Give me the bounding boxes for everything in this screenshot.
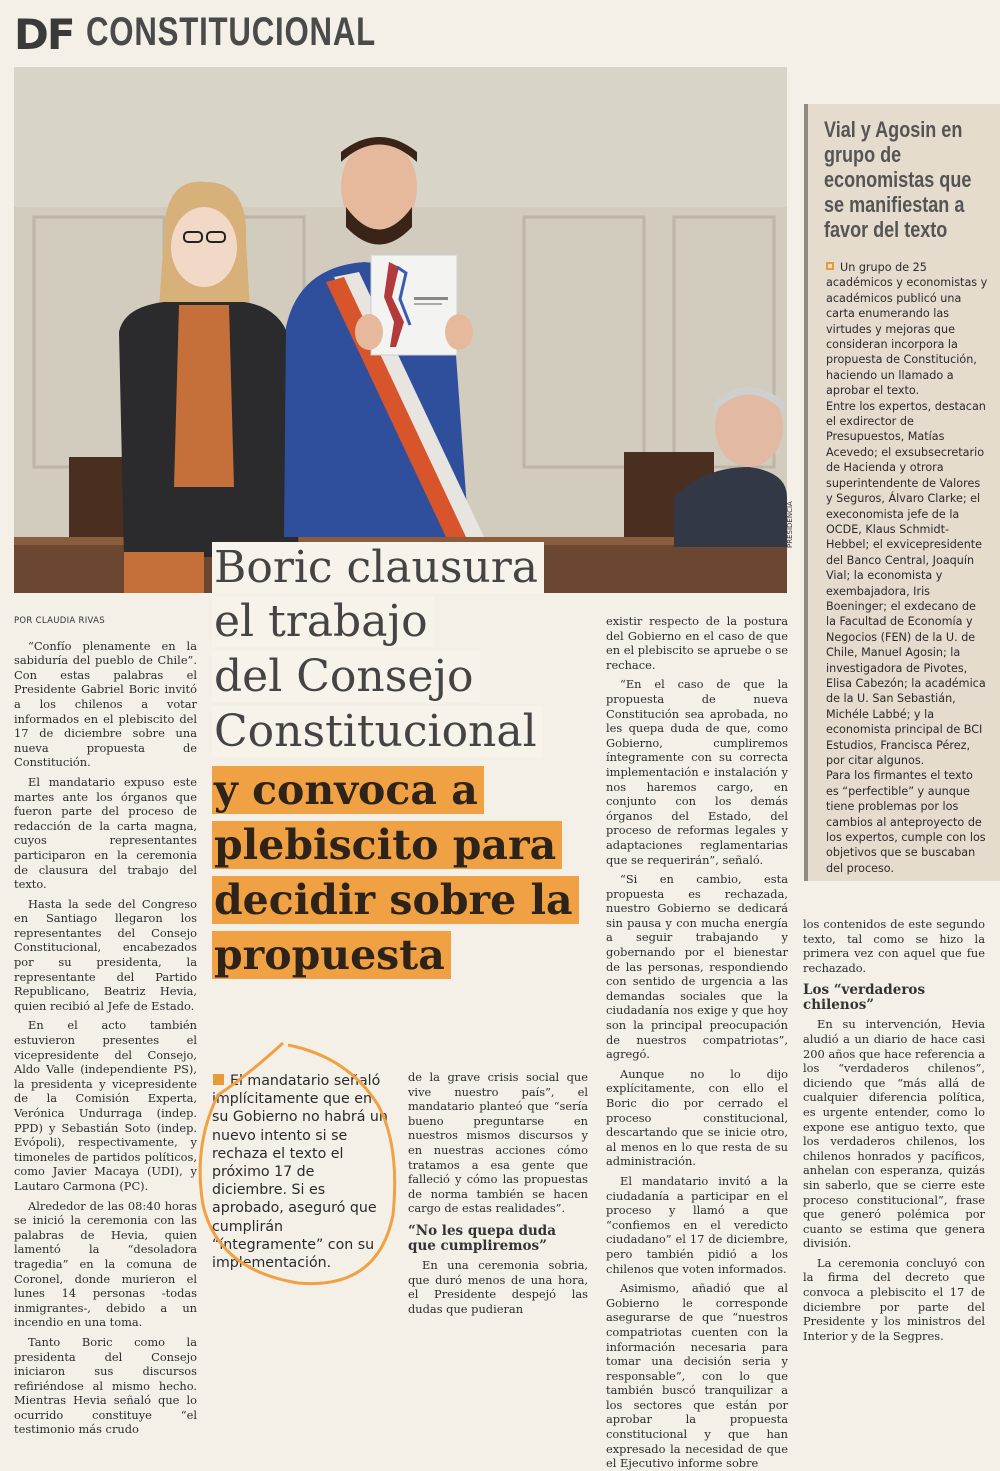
paragraph: “En el caso de que la propuesta de nueva Constitución sea aprobada, no les quepa duda de que, como Gobierno, cumpliremos íntegramente con su correcta implementación e instalación y nos haremos cargo, en conjunto con los demás órganos del Estado, del proceso de reformas legales y adaptaciones reglamentarias que se requerirán”, señaló.	[606, 677, 788, 867]
paragraph: “Si en cambio, esta propuesta es rechazada, nuestro Gobierno se dedicará sin pausa y con mucha energía a seguir trabajando y gobernando por el bienestar de las personas, respondiendo con sentido de urgencia a las demandas sociales que la ciudadanía nos exige y que hoy son la principal preocupación de nuestros compatriotas”, agregó.	[606, 872, 788, 1062]
headline-line-bold: decidir sobre la	[212, 873, 579, 927]
paragraph: “Confío plenamente en la sabiduría del pueblo de Chile”. Con estas palabras el Presidente Gabriel Boric invitó a los chilenos a votar informados en el plebiscito del 17 de diciembre sobre una nueva propuesta de Constitución.	[14, 638, 197, 770]
sidebar-title: Vial y Agosin en grupo de economistas que se manifiestan a favor del texto	[824, 117, 972, 242]
handdrawn-circle-annotation	[188, 1035, 403, 1295]
body-column-3	[606, 614, 788, 1471]
df-logo: DF	[14, 10, 74, 59]
paragraph: Aunque no lo dijo explícitamente, con ello el Boric dio por cerrado el proceso constitucional, descartando que se inicie otro, al menos en lo que resta de su administración.	[606, 1066, 788, 1169]
paragraph: Asimismo, añadió que al Gobierno le corresponde asegurarse de que “nuestros compatriotas cuenten con la información necesaria para tomar una decisión seria y responsable”, con lo que también buscó tranquilizar a los sectores que están por aprobar la propuesta constitucional y que han expresado la necesidad de que el Ejecutivo informe sobre	[606, 1281, 788, 1471]
paragraph: Alrededor de las 08:40 horas se inició la ceremonia con las palabras de Hevia, quien lamentó la “desoladora tragedia” en la comuna de Coronel, donde murieron el lunes 14 personas -todas inmigrantes-, debido a un incendio en una toma.	[14, 1198, 197, 1330]
paragraph: El mandatario invitó a la ciudadanía a participar en el proceso y llamó a que “confiemos en el veredicto ciudadano” el 17 de diciembre, pero también pidió a los chilenos que voten informados.	[606, 1173, 788, 1276]
paragraph: El mandatario expuso este martes ante los órganos que fueron parte del proceso de redacción de la carta magna, cuyos representantes participaron en la ceremonia de clausura del trabajo del texto.	[14, 774, 197, 892]
paragraph: Tanto Boric como la presidenta del Consejo iniciaron sus discursos refiriéndose al mismo hecho. Mientras Hevia señaló que lo ocurrido constituye “el testimonio más crudo	[14, 1334, 197, 1437]
byline: POR CLAUDIA RIVAS	[14, 616, 105, 626]
paragraph: existir respecto de la postura del Gobierno en el caso de que en el plebiscito se apruebe o se rechace.	[606, 614, 788, 672]
headline-line-bold: plebiscito para	[212, 818, 562, 872]
pull-quote: El mandatario señaló implícitamente que en su Gobierno no habrá un nuevo intento si se rechaza el texto el próximo 17 de diciembre. Si es aprobado, aseguró que cumplirán “íntegramente” con su implementación.	[212, 1073, 388, 1272]
main-photo	[14, 67, 787, 593]
subheading: “No les quepa duda que cumpliremos”	[408, 1222, 556, 1254]
headline-line: Boric clausura	[212, 541, 544, 595]
headline-line: del Consejo	[212, 650, 480, 704]
paragraph: En una ceremonia sobria, que duró menos de una hora, el Presidente despejó las dudas que pudieran	[408, 1257, 588, 1316]
sidebar-paragraph: Para los firmantes el texto es “perfectible” y aunque tiene problemas por los cambios al anteproyecto de los expertos, cumple con los objetivos que se buscaban del proceso.	[826, 769, 986, 875]
subheading: Los “verdaderos chilenos”	[803, 982, 926, 1014]
headline-line: Constitucional	[212, 705, 543, 759]
bullet-square-icon	[826, 262, 834, 270]
photo-credit: PRESIDENCIA	[786, 501, 794, 548]
body-column-1	[14, 614, 197, 1437]
sidebar-paragraph: Entre los expertos, destacan el exdirector de Presupuestos, Matías Acevedo; el exsubsecretario de Hacienda y otrora superintendente de Valores y Seguros, Álvaro Clarke; el execonomista jefe de la OCDE, Klaus Schmidt-Hebbel; el exvicepresidente del Banco Central, Joaquín Vial; la economista y exembajadora, Iris Boeninger; el exdecano de la Facultad de Economía y Negocios (FEN) de la U. de Chile, Manuel Agosin; la investigadora de Pivotes, Elisa Cabezón; la académica de la U. San Sebastián, Michéle Labbé; y la economista principal de BCI Estudios, Francisca Pérez, por citar algunos.	[826, 399, 986, 767]
paragraph: de la grave crisis social que vive nuestro país”, el mandatario planteó que “sería bueno preguntarse en nuestros mismos discursos y en nuestras acciones cómo tratamos a esa gente que falleció y cómo las propuestas de norma también se hacen cargo de estas realidades”.	[408, 1070, 588, 1216]
sidebar-paragraph: Un grupo de 25 académicos y economistas y académicos publicó una carta enumerando las virtudes y mejoras que consideran incorpora la propuesta de Constitución, haciendo un llamado a aprobar el texto.	[826, 261, 988, 398]
headline-line: el trabajo	[212, 595, 434, 649]
paragraph: En el acto también estuvieron presentes el vicepresidente del Consejo, Aldo Valle (independiente PS), la presidenta y vicepresidente de la Comisión Experta, Verónica Undurraga (indep. PPD) y Sebastián Soto (indep. Evópoli), respectivamente, y timoneles de partidos políticos, como Javier Macaya (UDI), y Lautaro Carmona (PC).	[14, 1018, 197, 1193]
headline-line-bold: propuesta	[212, 928, 451, 982]
body-column-2	[408, 1070, 588, 1316]
body-column-4	[803, 917, 985, 1343]
paragraph: En su intervención, Hevia aludió a un diario de hace casi 200 años que hace referencia a los “verdaderos chilenos”, diciendo que “más allá de cualquier diferencia política, es urgente entender, como lo expone ese antiguo texto, que los verdaderos chilenos, los chilenos honrados y pacíficos, anhelan con esperanza, quizás sin saberlo, que se cierre este proceso constitucional”, frase que generó polémica por cuanto se estima que genera división.	[803, 1017, 985, 1251]
section-title: CONSTITUCIONAL	[86, 10, 376, 54]
paragraph: Hasta la sede del Congreso en Santiago llegaron los representantes del Consejo Constitucional, encabezados por su presidenta, la representante del Partido Republicano, Beatriz Hevia, quien recibió al Jefe de Estado.	[14, 896, 197, 1013]
paragraph: La ceremonia concluyó con la firma del decreto que convoca a plebiscito el 17 de diciembre por parte del Presidente y los ministros del Interior y de la Segpres.	[803, 1255, 985, 1343]
headline-line-bold: y convoca a	[212, 763, 484, 817]
sidebar-text	[826, 260, 988, 876]
paragraph: los contenidos de este segundo texto, tal como se hizo la primera vez con aquel que fue rechazado.	[803, 917, 985, 975]
